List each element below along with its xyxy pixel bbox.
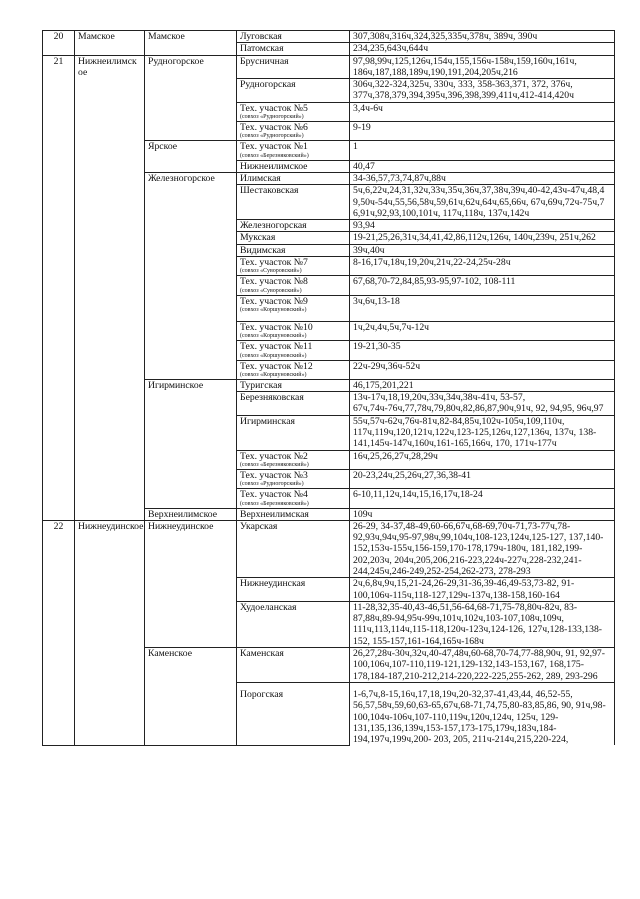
tech-section-name: Тех. участок №10	[240, 321, 313, 333]
tech-section-cell	[237, 360, 350, 379]
tech-section-name: Тех. участок №4	[240, 489, 308, 501]
local-forestry-name: Видимская	[237, 244, 350, 256]
tech-section-owner: (совхоз «Коршуновский»)	[240, 371, 307, 378]
forestry-name: Мамское	[145, 31, 237, 56]
tech-section-cell	[237, 321, 350, 340]
row-number: 20	[43, 31, 75, 56]
quarter-list: 306ч,322-324,325ч, 330ч, 333, 358-363,371, 372, 376ч, 377ч,378,379,394,395ч,396,398,399,411ч,412-414,420ч	[350, 79, 615, 103]
local-forestry-name: Рудногорская	[237, 79, 350, 103]
tech-section-name: Тех. участок №11	[240, 341, 313, 353]
tech-section-cell	[237, 276, 350, 295]
row-number: 21	[43, 55, 75, 520]
forestry-name: Рудногорское	[145, 55, 237, 141]
forest-quarters-table	[42, 30, 615, 746]
tech-section-cell	[237, 295, 350, 321]
tech-section-owner: (совхоз «Суворовский»)	[240, 287, 302, 294]
local-forestry-name: Туригская	[237, 379, 350, 391]
district-name: Нижнеилимское	[75, 55, 145, 520]
quarter-list: 8-16,17ч,18ч,19,20ч,21ч,22-24,25ч-28ч	[350, 257, 615, 276]
tech-section-owner: (совхоз «Березняковский»)	[240, 500, 309, 507]
quarter-list: 20-23,24ч,25,26ч,27,36,38-41	[350, 469, 615, 488]
quarter-list: 46,175,201,221	[350, 379, 615, 391]
quarter-list: 13ч-17ч,18,19,20ч,33ч,34ч,38ч-41ч, 53-57, 67ч,74ч-76ч,77,78ч,79,80ч,82,86,87,90ч,91ч, 92, 94,95, 96ч,97	[350, 392, 615, 416]
tech-section-name: Тех. участок №1	[240, 141, 308, 153]
tech-section-name: Тех. участок №8	[240, 276, 308, 288]
quarter-list: 67,68,70-72,84,85,93-95,97-102, 108-111	[350, 276, 615, 295]
local-forestry-name: Патомская	[237, 43, 350, 55]
row-number: 22	[43, 520, 75, 745]
quarter-list: 234,235,643ч,644ч	[350, 43, 615, 55]
forestry-name: Ярское	[145, 141, 237, 173]
local-forestry-name: Игирминская	[237, 415, 350, 450]
tech-section-name: Тех. участок №7	[240, 257, 308, 269]
table-row	[43, 520, 615, 577]
tech-section-cell	[237, 450, 350, 469]
quarter-list: 26-29, 34-37,48-49,60-66,67ч,68-69,70ч-71,73-77ч,78-92,93ч,94ч,95-97,98ч,99,104ч,108-123,124ч,125-127, 137,140-152,153ч-155ч,156-159,170-178,179ч-180ч, 181,182,199-202,203ч, 204ч,205,206,216-223,224ч-227ч,228-232,241-244,245ч,246-249,252-254,262-273, 278-293	[350, 520, 615, 577]
quarter-list: 22ч-29ч,36ч-52ч	[350, 360, 615, 379]
forestry-name: Каменское	[145, 648, 237, 746]
quarter-list: 5ч,6,22ч,24,31,32ч,33ч,35ч,36ч,37,38ч,39ч,40-42,43ч-47ч,48,49,50ч-54ч,55,56,58ч,59,61ч,62ч,64ч,65,66ч, 67ч,69ч,72ч-75ч,76,91ч,92,93,100,101ч, 117ч,118ч, 137ч,142ч	[350, 185, 615, 220]
local-forestry-name: Илимская	[237, 172, 350, 184]
tech-section-cell	[237, 122, 350, 141]
local-forestry-name: Нижнеилимское	[237, 160, 350, 172]
local-forestry-name: Мукская	[237, 232, 350, 244]
local-forestry-name: Укарская	[237, 520, 350, 577]
local-forestry-name: Шестаковская	[237, 185, 350, 220]
local-forestry-name: Худоеланская	[237, 601, 350, 647]
local-forestry-name: Нижнеудинская	[237, 578, 350, 602]
district-name: Нижнеудинское	[75, 520, 145, 745]
quarter-list: 9-19	[350, 122, 615, 141]
quarter-list: 97,98,99ч,125,126ч,154ч,155,156ч-158ч,159,160ч,161ч, 186ч,187,188,189ч,190,191,204,205ч,216	[350, 55, 615, 79]
quarter-list: 34-36,57,73,74,87ч,88ч	[350, 172, 615, 184]
local-forestry-name: Железногорская	[237, 220, 350, 232]
forestry-name: Верхнеилимское	[145, 508, 237, 520]
tech-section-name: Тех. участок №2	[240, 450, 308, 462]
forestry-name: Нижнеудинское	[145, 520, 237, 647]
local-forestry-name: Каменская	[237, 648, 350, 683]
local-forestry-name: Луговская	[237, 31, 350, 43]
table-row	[43, 31, 615, 43]
tech-section-name: Тех. участок №9	[240, 295, 308, 307]
local-forestry-name: Порогская	[237, 682, 350, 745]
quarter-list: 93,94	[350, 220, 615, 232]
quarter-list: 6-10,11,12ч,14ч,15,16,17ч,18-24	[350, 489, 615, 508]
tech-section-owner: (совхоз «Рудногорский»)	[240, 114, 304, 121]
tech-section-name: Тех. участок №12	[240, 360, 313, 372]
tech-section-owner: (совхоз «Суворовский»)	[240, 268, 302, 275]
quarter-list: 40,47	[350, 160, 615, 172]
tech-section-cell	[237, 102, 350, 121]
tech-section-owner: (совхоз «Березняковский»)	[240, 461, 309, 468]
local-forestry-name: Верхнеилимская	[237, 508, 350, 520]
tech-section-owner: (совхоз «Рудногорский»)	[240, 481, 304, 488]
table-row	[43, 55, 615, 79]
tech-section-name: Тех. участок №3	[240, 469, 308, 481]
district-name: Мамское	[75, 31, 145, 56]
quarter-list: 55ч,57ч-62ч,76ч-81ч,82-84,85ч,102ч-105ч,109,110ч, 117ч,119ч,120,121ч,122ч,123-125,126ч,127,136ч, 137ч, 138-141,145ч-147ч,160ч,161-165,166ч, 170, 171ч-177ч	[350, 415, 615, 450]
tech-section-owner: (совхоз «Березняковский»)	[240, 152, 309, 159]
tech-section-owner: (совхоз «Коршуновский»)	[240, 306, 307, 313]
tech-section-owner: (совхоз «Рудногорский»)	[240, 133, 304, 140]
quarter-list: 1-6,7ч,8-15,16ч,17,18,19ч,20-32,37-41,43,44, 46,52-55, 56,57,58ч,59,60,63-65,67ч,68-71,74,75,80-83,85,86, 90, 91ч,98-100,104ч-106ч,107-110,119ч,120ч,124ч, 125ч, 129-131,135,136,139ч,153-157,173-175,179ч,183ч,184-194,197ч,199ч,200- 203, 205, 211ч-214ч,215,220-224,	[350, 682, 615, 745]
tech-section-cell	[237, 469, 350, 488]
quarter-list: 109ч	[350, 508, 615, 520]
local-forestry-name: Березняковская	[237, 392, 350, 416]
quarter-list: 2ч,6,8ч,9ч,15,21-24,26-29,31-36,39-46,49-53,73-82, 91-100,106ч-115ч,118-127,129ч-137ч,138-158,160-164	[350, 578, 615, 602]
tech-section-cell	[237, 489, 350, 508]
quarter-list: 1ч,2ч,4ч,5ч,7ч-12ч	[350, 321, 615, 340]
quarter-list: 16ч,25,26,27ч,28,29ч	[350, 450, 615, 469]
quarter-list: 19-21,25,26,31ч,34,41,42,86,112ч,126ч, 140ч,239ч, 251ч,262	[350, 232, 615, 244]
tech-section-name: Тех. участок №6	[240, 122, 308, 134]
tech-section-cell	[237, 257, 350, 276]
quarter-list: 1	[350, 141, 615, 160]
tech-section-name: Тех. участок №5	[240, 102, 308, 114]
quarter-list: 26,27,28ч-30ч,32ч,40-47,48ч,60-68,70-74,77-88,90ч, 91, 92,97-100,106ч,107-110,119-121,129-132,143-153,167, 168,175-178,184-187,210-212,214-220,222-225,255-262, 289, 293-296	[350, 648, 615, 683]
tech-section-owner: (совхоз «Коршуновский»)	[240, 333, 307, 340]
quarter-list: 3ч,6ч,13-18	[350, 295, 615, 321]
quarter-list: 3,4ч-6ч	[350, 102, 615, 121]
quarter-list: 39ч,40ч	[350, 244, 615, 256]
tech-section-cell	[237, 141, 350, 160]
local-forestry-name: Брусничная	[237, 55, 350, 79]
tech-section-cell	[237, 341, 350, 360]
forestry-name: Железногорское	[145, 172, 237, 379]
quarter-list: 19-21,30-35	[350, 341, 615, 360]
quarter-list: 11-28,32,35-40,43-46,51,56-64,68-71,75-78,80ч-82ч, 83-87,88ч,89-94,95ч-99ч,101ч,102ч,103-107,108ч,109ч, 111ч,113,114ч,115-118,120ч-123ч,124-126, 127ч,128-133,138-152, 155-157,161-164,165ч-168ч	[350, 601, 615, 647]
quarter-list: 307,308ч,316ч,324,325,335ч,378ч, 389ч, 390ч	[350, 31, 615, 43]
tech-section-owner: (совхоз «Коршуновский»)	[240, 352, 307, 359]
forestry-name: Игирминское	[145, 379, 237, 508]
